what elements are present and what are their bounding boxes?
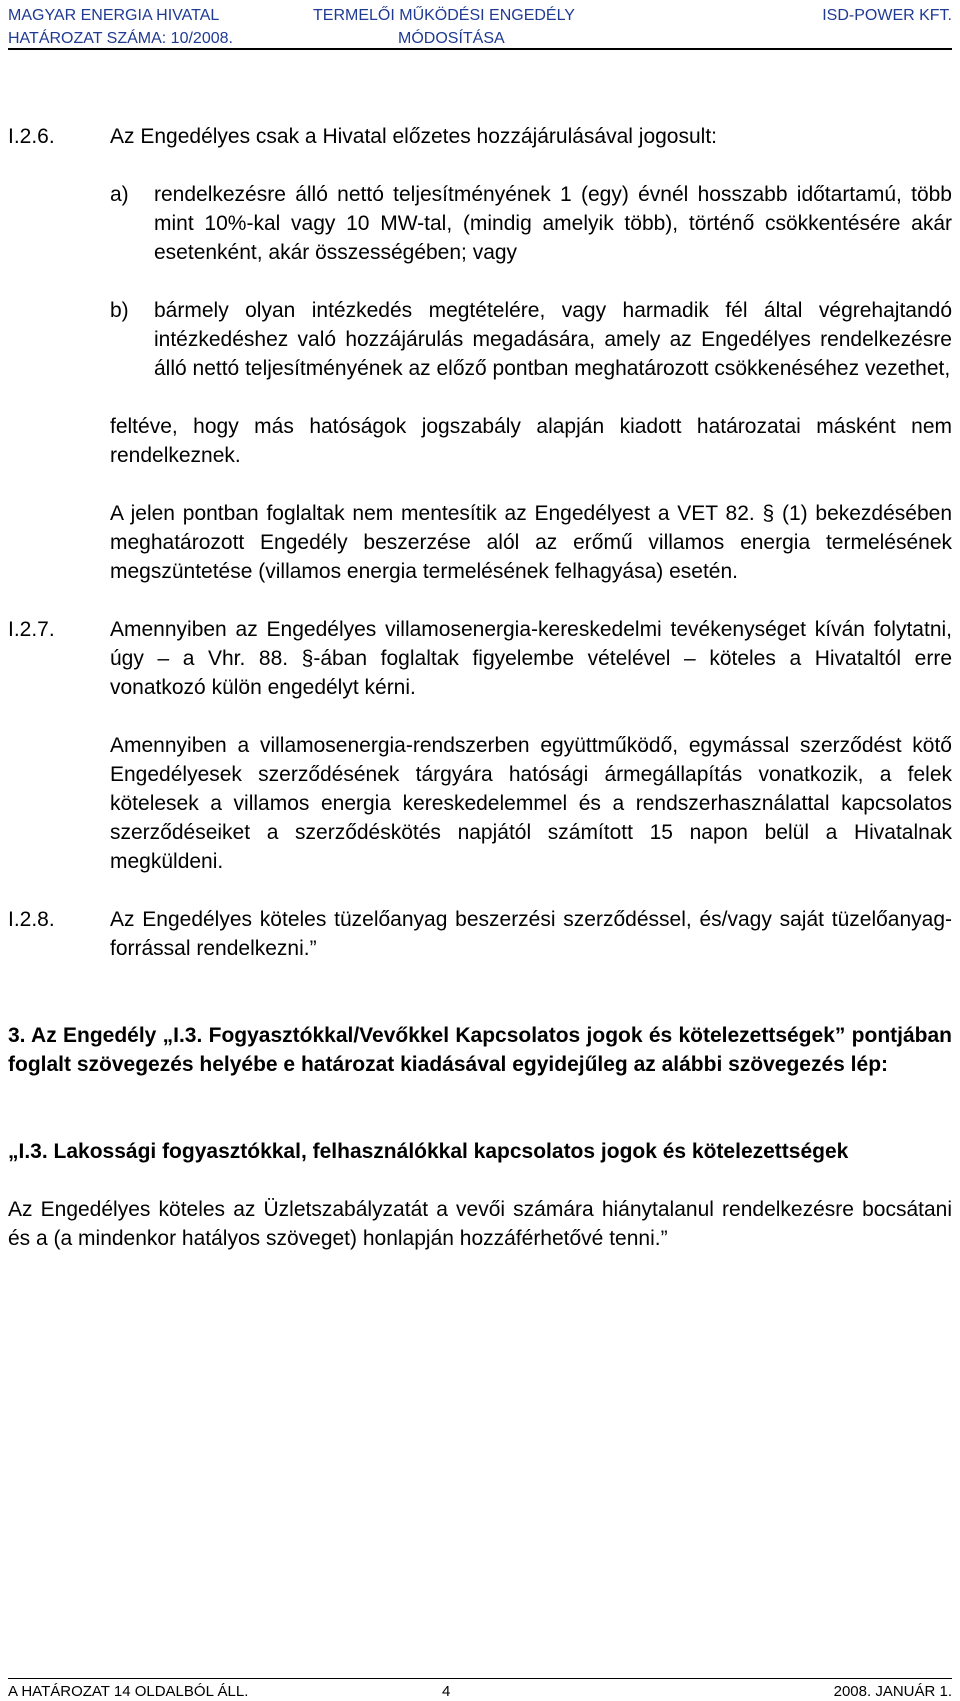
section-i-2-7: [8, 615, 952, 876]
paragraph: Az Engedélyes köteles tüzelőanyag beszerzési szerződéssel, és/vagy saját tüzelőanyag-forrással rendelkezni.”: [110, 908, 952, 960]
section-i-2-8: [8, 905, 952, 963]
footer-rule: [8, 1678, 952, 1679]
document-body: [8, 122, 952, 1253]
authority-name: MAGYAR ENERGIA HIVATAL: [8, 7, 220, 24]
section-number: I.2.7.: [8, 618, 55, 641]
company-name: ISD-POWER KFT.: [822, 7, 952, 24]
section-number: I.2.6.: [8, 125, 55, 148]
section-number: I.2.8.: [8, 908, 55, 931]
paragraph: Amennyiben az Engedélyes villamosenergia-kereskedelmi tevékenységet kíván folytatni, úgy – a Vhr. 88. §-ában foglaltak figyelembe vételével – köteles a Hivataltól erre vonatkozó külön engedélyt kérni.: [110, 618, 952, 699]
section-i-3-title: „I.3. Lakossági fogyasztókkal, felhasználókkal kapcsolatos jogok és kötelezettségek: [8, 1140, 849, 1163]
decision-number: HATÁROZAT SZÁMA: 10/2008.: [8, 30, 233, 47]
list-label: b): [110, 299, 129, 322]
paragraph: Amennyiben a villamosenergia-rendszerben együttműködő, egymással szerződést kötő Engedélyesek szerződésének tárgyára hatósági ármegállapítás vonatkozik, a felek kötelesek a villamos energia kereskedelemmel és a rendszerhasználattal kapcsolatos szerződéseiket a szerződéskötés napjától számított 15 napon belül a Hivatalnak megküldeni.: [110, 734, 952, 873]
header-rule: [8, 48, 952, 50]
page-number: 4: [442, 1683, 451, 1700]
list-text: rendelkezésre álló nettó teljesítményének 1 (egy) évnél hosszabb időtartamú, több mint 10%-kal vagy 10 MW-tal, (mindig amelyik több), történő csökkentésére akár esetenként, akár összességében; vagy: [154, 183, 952, 264]
footer-date: 2008. JANUÁR 1.: [833, 1683, 952, 1700]
document-type: TERMELŐI MŰKÖDÉSI ENGEDÉLY: [313, 7, 575, 24]
page-footer: [8, 1683, 952, 1701]
list-label: a): [110, 183, 129, 206]
vet-paragraph: A jelen pontban foglaltak nem mentesítik az Engedélyest a VET 82. § (1) bekezdésében meghatározott Engedély beszerzése alól az erőmű villamos energia termelésének megszüntetése (villamos energia termelésének felhagyása) esetén.: [110, 502, 952, 583]
section-intro: Az Engedélyes csak a Hivatal előzetes hozzájárulásával jogosult:: [110, 125, 718, 148]
page-count-note: A HATÁROZAT 14 OLDALBÓL ÁLL.: [8, 1683, 249, 1700]
amendment-heading: 3. Az Engedély „I.3. Fogyasztókkal/Vevőkkel Kapcsolatos jogok és kötelezettségek” pontjában foglalt szövegezés helyébe e határozat kiadásával egyidejűleg az alábbi szövegezés lép:: [8, 1024, 952, 1076]
section-i-2-6: [8, 122, 952, 586]
list-item-a: [110, 180, 952, 267]
section-i-3-text: Az Engedélyes köteles az Üzletszabályzatát a vevői számára hiánytalanul rendelkezésre bocsátani és a (a mindenkor hatályos szöveget) honlapján hozzáférhetővé tenni.”: [8, 1198, 952, 1250]
list-item-b: [110, 296, 952, 383]
page-header: [8, 4, 952, 48]
condition-paragraph: feltéve, hogy más hatóságok jogszabály alapján kiadott határozatai másként nem rendelkeznek.: [110, 415, 952, 467]
document-subtype: MÓDOSÍTÁSA: [398, 30, 505, 47]
list-text: bármely olyan intézkedés megtételére, vagy harmadik fél által végrehajtandó intézkedéshez való hozzájárulás megadására, amely az Engedélyes rendelkezésre álló nettó teljesítményének az előző pontban meghatározott csökkenéséhez vezethet,: [154, 299, 952, 380]
